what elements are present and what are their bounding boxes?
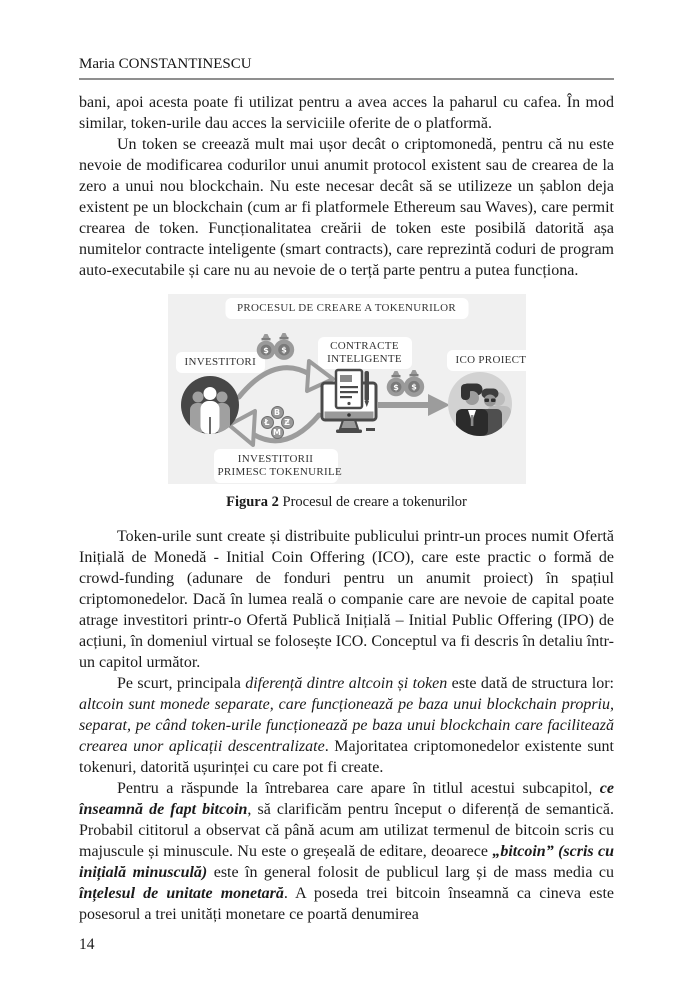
label-line: CONTRACTE bbox=[330, 340, 399, 352]
text-run: . Majoritatea criptomonedelor existente sunt tokenuri, datorită ușurinței cu care pot fi create. bbox=[79, 738, 614, 776]
text-run: este în general folosit de publicul larg și de mass media cu bbox=[207, 864, 614, 881]
arrow-right-icon bbox=[376, 391, 452, 419]
text-run: bani, apoi acesta poate fi utilizat pentru a avea acces la paharul cu cafea. În mod similar, token-urile dau acces la serviciile oferite de o platformă. bbox=[79, 94, 614, 132]
investors-group-icon bbox=[181, 376, 239, 434]
smart-contract-computer-icon bbox=[320, 368, 378, 436]
figure-caption bbox=[79, 493, 614, 511]
text-run-bold-italic: „bitcoin” (scris cu inițială minusculă) bbox=[79, 843, 614, 881]
caption-number: Figura 2 bbox=[226, 494, 279, 510]
text-run-italic: diferență dintre altcoin și token bbox=[245, 675, 448, 692]
text-run: , să clarificăm pentru început o diferență de semantică. Probabil cititorul a observat că până acum am utilizat termenul de bitcoin scris cu majuscule și minuscule. Nu este o greșeală de editare, deoarece bbox=[79, 801, 614, 860]
text-run-italic: altcoin sunt monede separate, care funcționează pe baza unui blockchain propriu, separat, pe când token-urile funcționează pe baza unui blockchain care facilitează crearea unor aplicații descentralizate bbox=[79, 696, 614, 755]
coin-l: Ł bbox=[261, 416, 274, 429]
dollar-sign: $ bbox=[392, 383, 399, 392]
coin-z: Ƶ bbox=[281, 416, 294, 429]
page-number: 14 bbox=[79, 936, 95, 953]
running-header bbox=[79, 55, 614, 80]
label-line: PRIMESC TOKENURILE bbox=[217, 466, 342, 478]
token-process-figure bbox=[168, 294, 526, 484]
running-header-author: Maria CONSTANTINESCU bbox=[79, 56, 252, 72]
text-run: . A poseda trei bitcoin înseamnă ca cineva este posesorul a trei unități monetare ce poartă denumirea bbox=[79, 885, 614, 923]
text-run: Pentru a răspunde la întrebarea care apare în titlul acestui subcapitol, bbox=[117, 780, 600, 797]
ico-project-label: ICO PROIECT bbox=[447, 350, 536, 371]
paragraph-1 bbox=[79, 92, 614, 134]
dollar-sign: $ bbox=[262, 346, 269, 355]
paragraph-2 bbox=[79, 134, 614, 281]
text-column bbox=[79, 55, 614, 954]
label-line: INVESTITORII bbox=[237, 453, 314, 465]
text-run-bold-italic: înțelesul de unitate monetară bbox=[79, 885, 284, 902]
figure-title-label: PROCESUL DE CREARE A TOKENURILOR bbox=[225, 298, 468, 319]
paragraph-5 bbox=[79, 778, 614, 925]
caption-text: Procesul de creare a tokenurilor bbox=[278, 494, 467, 510]
text-run: Pe scurt, principala bbox=[117, 675, 246, 692]
text-run-bold-italic: ce înseamnă de fapt bitcoin bbox=[79, 780, 614, 818]
text-run: Un token se creează mult mai ușor decât o criptomonedă, pentru că nu este nevoie de modificarea codurilor unui anumit protocol existent sau de crearea de la zero a unui nou blockchain. Nu este necesar decât să se utilizeze un șablon deja existent pe un blockchain (cum ar fi platformele Ethereum sau Waves), care permit crearea de token. Funcționalitatea creării de token este posibilă datorită așa numitelor contracte inteligente (smart contracts), care reprezintă coduri de program auto-executabile și care nu au nevoie de o terță parte pentru a putea funcționa. bbox=[79, 136, 614, 279]
paragraph-4 bbox=[79, 673, 614, 778]
dollar-sign: $ bbox=[410, 382, 417, 392]
token-coins-icon bbox=[261, 406, 295, 440]
paragraph-3 bbox=[79, 526, 614, 673]
text-run: este dată de structura lor: bbox=[447, 675, 614, 692]
text-run: Token-urile sunt create și distribuite publicului printr-un proces numit Ofertă Inițială de Monedă - Initial Coin Offering (ICO), care este practic o formă de crowd-funding (adunare de fonduri pentru un anumit proiect) în spațiul criptomonedelor. Dacă în lumea reală o companie care are nevoie de capital poate atrage investitori printr-o Ofertă Publică Inițială – Initial Public Offering (IPO) de acțiuni, în domeniul virtual se folosește ICO. Conceptul va fi descris în detaliu într-un capitol următor. bbox=[79, 528, 614, 671]
label-line: INTELIGENTE bbox=[327, 353, 402, 365]
investors-label: INVESTITORI bbox=[176, 352, 266, 373]
dollar-sign: $ bbox=[280, 345, 287, 355]
coin-b: B bbox=[271, 406, 284, 419]
coin-m: M bbox=[271, 426, 284, 439]
ico-team-icon bbox=[448, 372, 512, 436]
